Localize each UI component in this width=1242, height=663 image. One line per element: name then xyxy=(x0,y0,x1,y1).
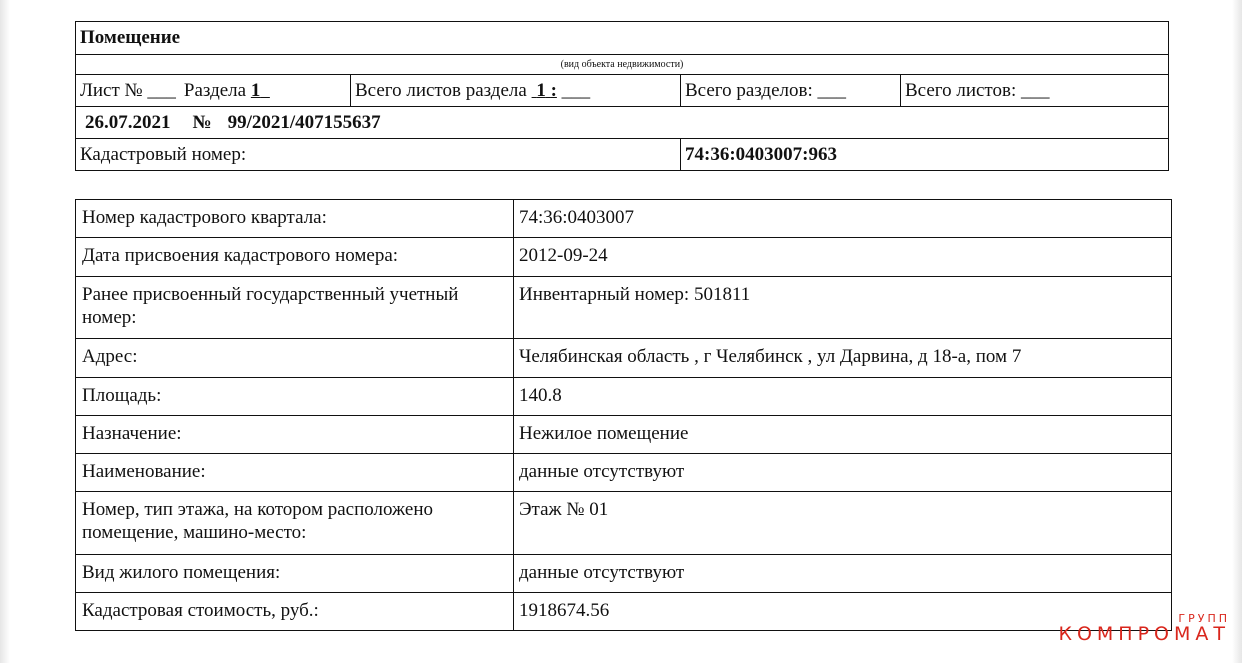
row-label: Ранее присвоенный государственный учетный номер: xyxy=(76,277,514,339)
row-label: Дата присвоения кадастрового номера: xyxy=(76,238,514,277)
cadastral-row xyxy=(76,139,1168,170)
row-label: Вид жилого помещения: xyxy=(76,555,514,593)
total-sheets-section-cell xyxy=(350,75,680,106)
total-sections-label: Всего разделов: xyxy=(685,79,813,101)
row-label: Площадь: xyxy=(76,378,514,416)
header-table xyxy=(75,21,1169,171)
registration-row xyxy=(76,107,1168,139)
section-value: 1 xyxy=(250,79,261,101)
table-row xyxy=(76,378,1172,416)
total-sheets-label: Всего листов: xyxy=(905,79,1017,101)
sheet-number-label: Лист № xyxy=(80,79,143,101)
watermark-small-text: ГРУПП xyxy=(1178,612,1230,625)
sheet-number-blank: ___ xyxy=(147,79,176,101)
row-value: 140.8 xyxy=(514,378,1172,416)
total-sheets-section-value: 1 xyxy=(536,79,546,101)
row-label: Назначение: xyxy=(76,416,514,454)
page-edge-left xyxy=(0,0,10,663)
total-sections-blank: ___ xyxy=(817,79,847,101)
sheet-number-cell xyxy=(76,75,350,106)
watermark-logo xyxy=(1058,613,1230,644)
table-row xyxy=(76,454,1172,492)
property-details-table xyxy=(75,199,1172,631)
total-sheets-section-blank: ___ xyxy=(561,79,591,101)
total-sections-cell xyxy=(680,75,900,106)
cadastral-value: 74:36:0403007:963 xyxy=(680,139,1168,170)
object-type: Помещение xyxy=(80,27,181,48)
row-value: 74:36:0403007 xyxy=(514,200,1172,238)
registration-number: 99/2021/407155637 xyxy=(227,111,381,133)
total-sheets-section-sep: : xyxy=(550,79,557,101)
row-label: Наименование: xyxy=(76,454,514,492)
row-label: Номер кадастрового квартала: xyxy=(76,200,514,238)
page-edge-right xyxy=(1232,0,1242,663)
registration-date: 26.07.2021 xyxy=(85,111,171,133)
table-row xyxy=(76,416,1172,454)
object-type-caption: (вид объекта недвижимости) xyxy=(560,59,684,70)
watermark-big-text: КОМПРОМАТ xyxy=(1058,623,1230,645)
row-value: данные отсутствуют xyxy=(514,555,1172,593)
row-value: Инвентарный номер: 501811 xyxy=(514,277,1172,339)
row-value: данные отсутствуют xyxy=(514,454,1172,492)
table-row xyxy=(76,277,1172,339)
object-type-row xyxy=(76,22,1168,54)
row-label: Адрес: xyxy=(76,339,514,378)
sheet-info-row xyxy=(76,75,1168,107)
row-value: Этаж № 01 xyxy=(514,492,1172,555)
table-row xyxy=(76,492,1172,555)
cadastral-label: Кадастровый номер: xyxy=(80,143,247,165)
total-sheets-cell xyxy=(900,75,1168,106)
row-label: Номер, тип этажа, на котором расположено помещение, машино-место: xyxy=(76,492,514,555)
total-sheets-section-label: Всего листов раздела xyxy=(355,79,527,101)
table-row xyxy=(76,200,1172,238)
table-row xyxy=(76,555,1172,593)
total-sheets-blank: ___ xyxy=(1020,79,1050,101)
section-label: Раздела xyxy=(183,79,247,101)
row-value: Челябинская область , г Челябинск , ул Дарвина, д 18-а, пом 7 xyxy=(514,339,1172,378)
row-value: Нежилое помещение xyxy=(514,416,1172,454)
registration-cell xyxy=(76,107,1168,138)
row-value: 1918674.56 xyxy=(514,593,1172,631)
number-sign: № xyxy=(192,111,212,133)
table-row xyxy=(76,238,1172,277)
object-type-caption-row xyxy=(76,54,1168,75)
row-value: 2012-09-24 xyxy=(514,238,1172,277)
table-row xyxy=(76,593,1172,631)
row-label: Кадастровая стоимость, руб.: xyxy=(76,593,514,631)
table-row xyxy=(76,339,1172,378)
